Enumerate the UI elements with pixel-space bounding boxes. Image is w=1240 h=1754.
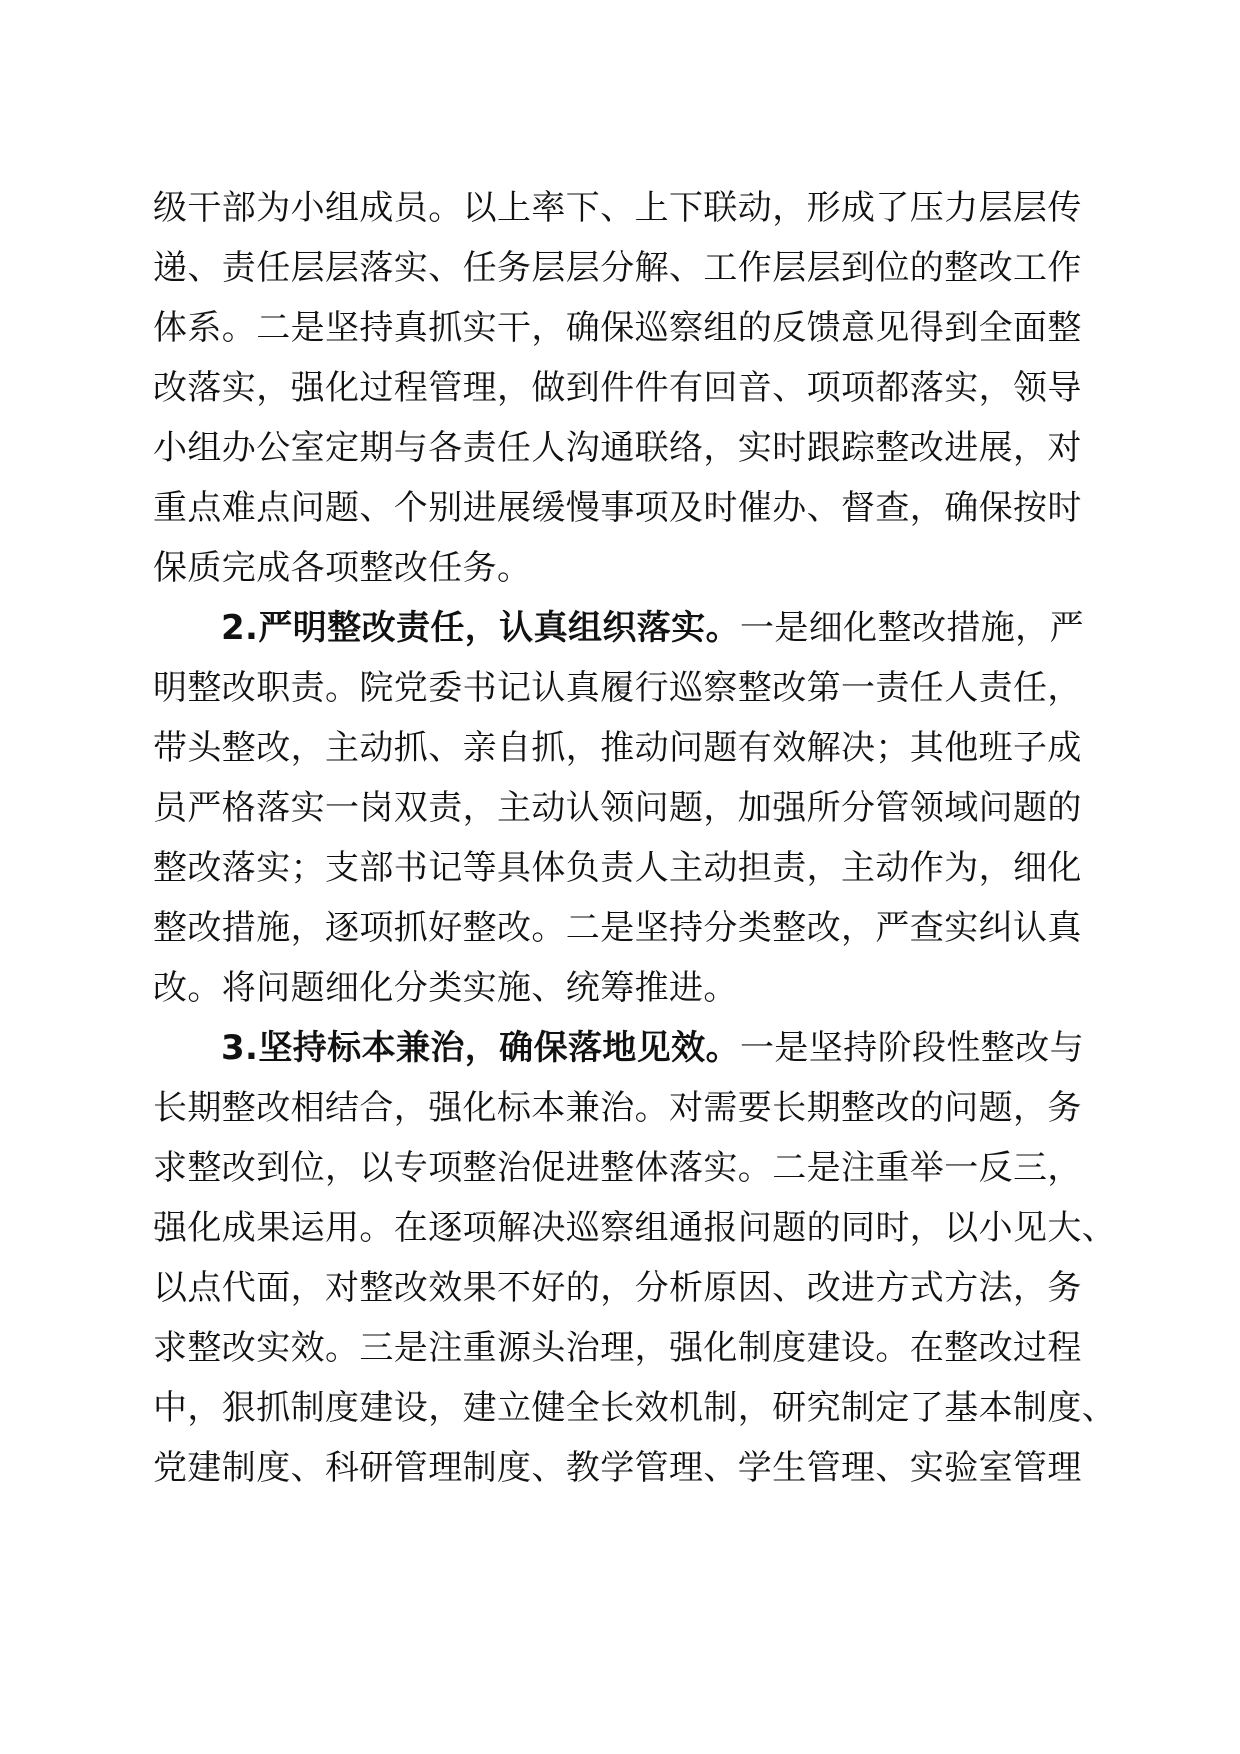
paragraph-2-heading: 2.严明整改责任，认真组织落实。 <box>221 608 740 648</box>
paragraph-3-line: 以点代面，对整改效果不好的，分析原因、改进方式方法，务 <box>153 1268 1082 1308</box>
paragraph-3-heading: 3.坚持标本兼治，确保落地见效。 <box>221 1028 740 1068</box>
paragraph-3-line: 求整改到位，以专项整治促进整体落实。二是注重举一反三， <box>153 1148 1082 1188</box>
paragraph-1-line: 级干部为小组成员。以上率下、上下联动，形成了压力层层传 <box>153 188 1082 228</box>
paragraph-1-line: 改落实，强化过程管理，做到件件有回音、项项都落实，领导 <box>153 368 1082 408</box>
paragraph-2-line: 整改措施，逐项抓好整改。二是坚持分类整改，严查实纠认真 <box>153 908 1082 948</box>
paragraph-3-first-line-text: 一是坚持阶段性整改与 <box>739 1028 1084 1068</box>
paragraph-2-line: 明整改职责。院党委书记认真履行巡察整改第一责任人责任， <box>153 668 1082 708</box>
paragraph-1-line: 重点难点问题、个别进展缓慢事项及时催办、督查，确保按时 <box>153 488 1082 528</box>
paragraph-2-line: 员严格落实一岗双责，主动认领问题，加强所分管领域问题的 <box>153 788 1082 828</box>
paragraph-1 <box>153 178 1093 598</box>
paragraph-2-line: 整改落实；支部书记等具体负责人主动担责，主动作为，细化 <box>153 848 1082 888</box>
paragraph-2-first-line-text: 一是细化整改措施，严 <box>739 608 1084 648</box>
paragraph-3-line: 党建制度、科研管理制度、教学管理、学生管理、实验室管理 <box>153 1448 1082 1488</box>
paragraph-2-line: 带头整改，主动抓、亲自抓，推动问题有效解决；其他班子成 <box>153 728 1082 768</box>
paragraph-2-first-line <box>153 598 1093 658</box>
paragraph-3-line: 强化成果运用。在逐项解决巡察组通报问题的同时，以小见大、 <box>153 1208 1117 1248</box>
paragraph-3 <box>153 1018 1117 1498</box>
paragraph-1-line: 小组办公室定期与各责任人沟通联络，实时跟踪整改进展，对 <box>153 428 1082 468</box>
paragraph-3-first-line <box>153 1018 1093 1078</box>
paragraph-1-line: 保质完成各项整改任务。 <box>153 548 532 588</box>
document-body <box>153 178 1117 1498</box>
paragraph-1-line: 体系。二是坚持真抓实干，确保巡察组的反馈意见得到全面整 <box>153 308 1082 348</box>
paragraph-1-line: 递、责任层层落实、任务层层分解、工作层层到位的整改工作 <box>153 248 1082 288</box>
paragraph-3-line: 长期整改相结合，强化标本兼治。对需要长期整改的问题，务 <box>153 1088 1082 1128</box>
paragraph-2 <box>153 598 1093 1018</box>
paragraph-2-line: 改。将问题细化分类实施、统筹推进。 <box>153 968 738 1008</box>
paragraph-3-line: 求整改实效。三是注重源头治理，强化制度建设。在整改过程 <box>153 1328 1082 1368</box>
paragraph-3-line: 中，狠抓制度建设，建立健全长效机制，研究制定了基本制度、 <box>153 1388 1117 1428</box>
